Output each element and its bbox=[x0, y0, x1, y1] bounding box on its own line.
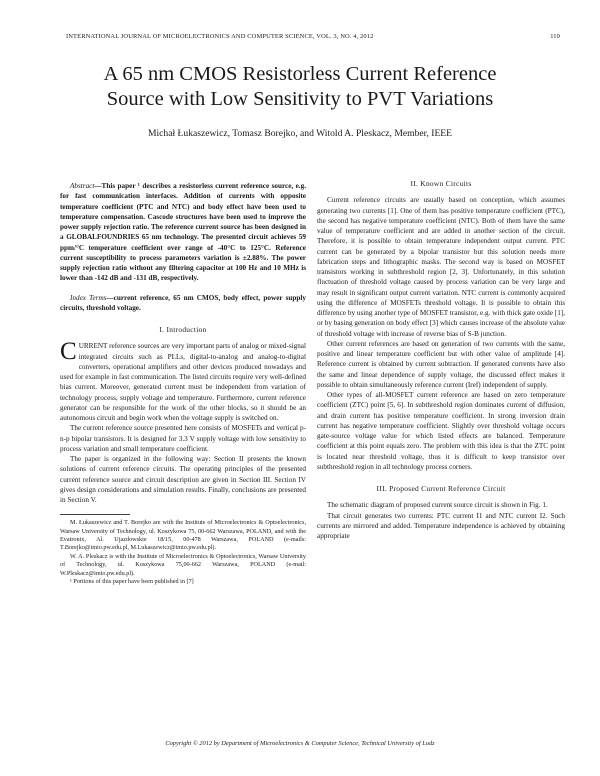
paragraph: The current reference source presented here consists of MOSFETs and vertical p-n-p bipolar transistors. It is designed for 3.3 V supply voltage with low sensitivity to process variation and small temperature coefficient. bbox=[60, 424, 306, 453]
drop-cap: C bbox=[60, 338, 77, 366]
footnote-divider bbox=[60, 514, 130, 515]
footnote-prior-publication: ¹ Portions of this paper have been published in [7] bbox=[70, 578, 194, 586]
known-circuits-body bbox=[317, 195, 565, 472]
section-heading-proposed-circuit: III. Proposed Current Reference Circuit bbox=[376, 484, 506, 493]
paragraph: CURRENT reference sources are very important parts of analog or mixed-signal integrated circuits such as PLLs, digital-to-analog and analog-to-digital converters, operational amplifiers and other devices produced nowadays and used for example in fast communication. The listed circuits require very well-defined bias current. Moreover, generated current must be independent from variation of technology process, supply voltage and temperature. Furthermore, current reference generator can be responsible for the work of the other blocks, so it should be an autonomous circuit and begin work when the voltage supply is switched on. bbox=[60, 338, 306, 422]
paragraph: Current reference circuits are usually based on conception, which assumes generating two currents [1]. One of them has positive temperature coefficient (PTC), the second has negative temperature coefficient (NTC). Both of them have the same value of temperature coefficient and are added in another section of the circuit. Therefore, it is possible to obtain temperature independent output current. PTC current can be generated by a bipolar transistor but this solution needs more fabrication steps and lithographic masks. The second way is based on MOSFET transistors working in subthreshold region [2, 3]. Unfortunately, in this solution fluctuation of threshold voltage caused by process variation can be very large and may result in significant output current variation. NTC current is commonly acquired using the difference of MOSFETs threshold voltage. It is possible to obtain this difference by using another type of MOSFET transistor, e.g. with thick gate oxide [1], or by basing generation on body effect [3] which causes increase of the absolute value of threshold voltage with increase of reverse bias of S-B junction. bbox=[317, 196, 565, 338]
title-line-1: A 65 nm CMOS Resistorless Current Reference bbox=[103, 63, 497, 85]
author-list: Michał Łukaszewicz, Tomasz Borejko, and Witold A. Pleskacz, Member, IEEE bbox=[147, 128, 453, 139]
page-number: 119 bbox=[550, 33, 560, 40]
left-column bbox=[60, 179, 306, 587]
title-line-2: Source with Low Sensitivity to PVT Variations bbox=[106, 88, 494, 110]
index-terms-lead: Index Terms bbox=[70, 293, 107, 302]
paragraph: That circuit generates two currents: PTC current I1 and NTC current I2. Such currents are mirrored and added. Temperature independence is achieved by obtaining appropriate bbox=[317, 511, 565, 540]
paragraph: Other types of all-MOSFET current reference are based on zero temperature coefficient (ZTC) point [5, 6]. In subthreshold region dominates current of diffusion, and drain current has positive temperature coefficient. In strong inversion drain current has negative temperature coefficient. Slightly over threshold voltage occurs gate-source voltage value for which listed effects are balanced. Temperature coefficient at this point equals zero. The problem with this idea is that the ZTC point is located near threshold voltage, thus it is difficult to keep transistor over subthreshold region in all technology process corners. bbox=[317, 391, 565, 471]
running-head bbox=[66, 33, 560, 45]
right-column bbox=[317, 179, 565, 541]
section-heading-introduction: I. Introduction bbox=[159, 325, 207, 334]
paragraph: The schematic diagram of proposed current source circuit is shown in Fig. 1. bbox=[327, 501, 548, 510]
proposed-circuit-body bbox=[317, 500, 565, 541]
abstract bbox=[60, 181, 306, 284]
footnote-affiliation-1: M. Łukaszewicz and T. Borejko are with the Institute of Microelectronics & Optoelectronics, Warsaw University of Technology, ul. Koszykowa 75, 00-662 Warszawa, POLAND, and with the Evatronix, Al. Ujazdowskie 18/15, 00-478 Warszawa, POLAND (e-mails: T.Borejko@imio.pw.edu.pl, M.Lukaszewicz@imio.pw.edu.pl). bbox=[60, 519, 306, 552]
footnote-affiliation-2: W. A. Pleskacz is with the Institute of Microelectronics & Optoelectronics, Warsaw University of Technology, ul. Koszykowa 75,00-662 Warszawa, POLAND (e-mail: W.Pleskacz@imio.pw.edu.pl). bbox=[60, 552, 306, 577]
paragraph: The paper is organized in the following way: Section II presents the known solutions of current reference circuits. The operating principles of the presented current reference source and circuit description are given in Section III. Section IV gives design considerations and simulation results. Finally, conclusions are presented in Section V. bbox=[60, 455, 306, 504]
footnotes bbox=[60, 519, 306, 586]
journal-citation: INTERNATIONAL JOURNAL OF MICROELECTRONICS AND COMPUTER SCIENCE, VOL. 3, NO. 4, 2012 bbox=[66, 33, 374, 40]
abstract-text: —This paper ¹ describes a resistorless current reference source, e.g. for fast communication interfaces. Addition of currents with opposite temperature coefficient (PTC and NTC) and body effect have been used to temperature compensation. Cascode structures have been used to improve the power supply rejection ratio. The reference current source has been designed in a GLOBALFOUNDRIES 65 nm technology. The presented circuit achieves 59 ppm/°C temperature coefficient over range of -40°C to 125°C. Reference current susceptibility to process parameters variation is ±2.88%. The power supply rejection ratio without any filtering capacitor at 100 Hz and 10 MHz is lower than -142 dB and -131 dB, respectively. bbox=[60, 182, 306, 283]
index-terms-text: —current reference, 65 nm CMOS, body effect, power supply circuits, threshold voltage. bbox=[60, 293, 306, 312]
copyright-footer: Copyright © 2012 by Department of Microelectronics & Computer Science, Technical University of Lodz bbox=[165, 740, 435, 747]
paragraph: Other current references are based on generation of two currents with the same, positive and linear temperature coefficient but with other value of amplitude [4]. Reference current is obtained by current subtraction. If generated currents have also the same and linear dependence of supply voltage, the discussed effect makes it possible to obtain simultaneously reference current (Iref) independent of supply. bbox=[317, 339, 565, 389]
paper-title bbox=[40, 62, 560, 112]
section-heading-known-circuits: II. Known Circuits bbox=[410, 179, 472, 188]
index-terms bbox=[60, 293, 306, 314]
abstract-lead: Abstract bbox=[70, 182, 95, 190]
introduction-body bbox=[60, 338, 306, 505]
